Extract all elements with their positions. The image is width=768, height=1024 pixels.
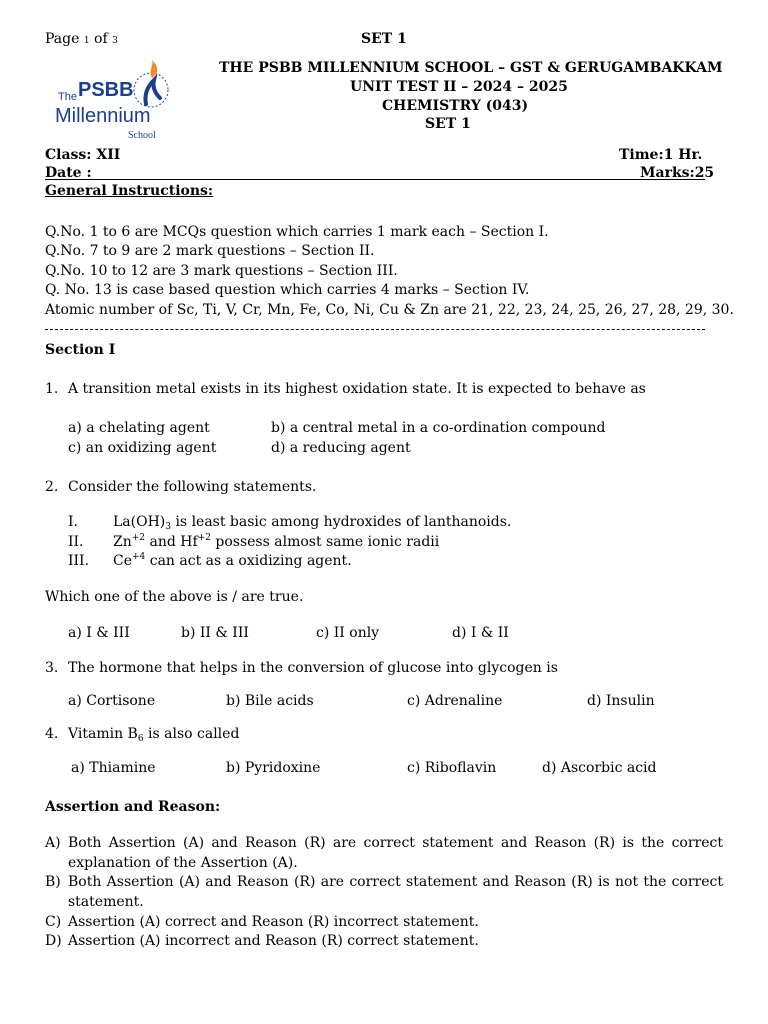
statement-text: $La(OH)_3$ is least basic among hydroxides of lanthanoids. bbox=[113, 514, 512, 532]
question-subtext: Which one of the above is / are true. bbox=[45, 589, 304, 605]
question-number: 1. bbox=[45, 381, 59, 397]
option-d: d) Insulin bbox=[587, 693, 655, 709]
question-number: 4. bbox=[45, 726, 59, 742]
instruction-line: Q.No. 7 to 9 are 2 mark questions – Section II. bbox=[45, 243, 375, 259]
option-b: b) II & III bbox=[181, 625, 249, 641]
question-number: 2. bbox=[45, 479, 59, 495]
option-a: a) Thiamine bbox=[71, 760, 156, 776]
logo-psbb: PSBB bbox=[78, 79, 134, 101]
instruction-line: Q.No. 1 to 6 are MCQs question which carries 1 mark each – Section I. bbox=[45, 224, 549, 240]
instruction-line: Q.No. 10 to 12 are 3 mark questions – Section III. bbox=[45, 263, 398, 279]
option-a: a) a chelating agent bbox=[68, 420, 210, 436]
assertion-option-c: Assertion (A) correct and Reason (R) incorrect statement. bbox=[68, 914, 479, 930]
option-d: d) I & II bbox=[452, 625, 509, 641]
class-label: Class: XII bbox=[45, 147, 121, 163]
statement-text: $Zn^{+2}$ and $Hf^{+2}$ possess almost same ionic radii bbox=[113, 533, 440, 550]
section-heading: Section I bbox=[45, 342, 116, 358]
statement-text: $Ce^{+4}$ can act as a oxidizing agent. bbox=[113, 552, 352, 569]
school-logo-graphic bbox=[48, 56, 183, 144]
question-text: Consider the following statements. bbox=[68, 479, 317, 495]
option-c: c) Riboflavin bbox=[407, 760, 497, 776]
test-name: UNIT TEST II – 2024 – 2025 bbox=[350, 79, 568, 95]
set-label-top: SET 1 bbox=[361, 31, 407, 47]
option-c: c) II only bbox=[316, 625, 380, 641]
marks-label: Marks:25 bbox=[640, 165, 715, 181]
question-text: Vitamin $B_6$ is also called bbox=[68, 726, 240, 744]
assertion-heading: Assertion and Reason: bbox=[45, 799, 221, 815]
instructions-heading: General Instructions: bbox=[45, 183, 214, 199]
question-number: 3. bbox=[45, 660, 59, 676]
option-a: a) I & III bbox=[68, 625, 130, 641]
assertion-option-label: A) bbox=[45, 835, 61, 851]
statement-number: II. bbox=[68, 534, 84, 550]
option-a: a) Cortisone bbox=[68, 693, 156, 709]
logo-school: School bbox=[128, 130, 156, 141]
instruction-line: Atomic number of Sc, Ti, V, Cr, Mn, Fe, Co, Ni, Cu & Zn are 21, 22, 23, 24, 25, 26, 27, 28, 29, 30. bbox=[45, 302, 734, 318]
question-text: A transition metal exists in its highest oxidation state. It is expected to behave as bbox=[68, 381, 646, 397]
dashed-divider bbox=[45, 329, 705, 330]
subject-name: CHEMISTRY (043) bbox=[382, 98, 529, 114]
page-indicator: Page 1 of 3 bbox=[45, 31, 118, 47]
option-c: c) Adrenaline bbox=[407, 693, 503, 709]
assertion-option-label: B) bbox=[45, 874, 61, 890]
assertion-option-label: C) bbox=[45, 914, 62, 930]
assertion-option-label: D) bbox=[45, 933, 62, 949]
option-b: b) Bile acids bbox=[226, 693, 314, 709]
time-label: Time:1 Hr. bbox=[619, 147, 703, 163]
date-label: Date : bbox=[45, 165, 92, 181]
option-d: d) a reducing agent bbox=[271, 440, 411, 456]
statement-number: I. bbox=[68, 514, 78, 530]
option-c: c) an oxidizing agent bbox=[68, 440, 217, 456]
header-divider bbox=[45, 179, 705, 180]
logo-the: The bbox=[58, 91, 77, 103]
assertion-option-b: Both Assertion (A) and Reason (R) are correct statement and Reason (R) is not the correct statement. bbox=[68, 874, 723, 910]
assertion-option-d: Assertion (A) incorrect and Reason (R) correct statement. bbox=[68, 933, 479, 949]
option-b: b) a central metal in a co-ordination compound bbox=[271, 420, 606, 436]
school-logo bbox=[48, 56, 183, 144]
assertion-option-a: Both Assertion (A) and Reason (R) are correct statement and Reason (R) is the correct explanation of the Assertion (A). bbox=[68, 835, 723, 871]
question-text: The hormone that helps in the conversion of glucose into glycogen is bbox=[68, 660, 558, 676]
logo-millennium: Millennium bbox=[55, 105, 151, 127]
instruction-line: Q. No. 13 is case based question which carries 4 marks – Section IV. bbox=[45, 282, 530, 298]
option-d: d) Ascorbic acid bbox=[542, 760, 657, 776]
statement-number: III. bbox=[68, 553, 90, 569]
set-label: SET 1 bbox=[425, 116, 471, 132]
option-b: b) Pyridoxine bbox=[226, 760, 321, 776]
school-name: THE PSBB MILLENNIUM SCHOOL – GST & GERUGAMBAKKAM bbox=[219, 60, 723, 76]
